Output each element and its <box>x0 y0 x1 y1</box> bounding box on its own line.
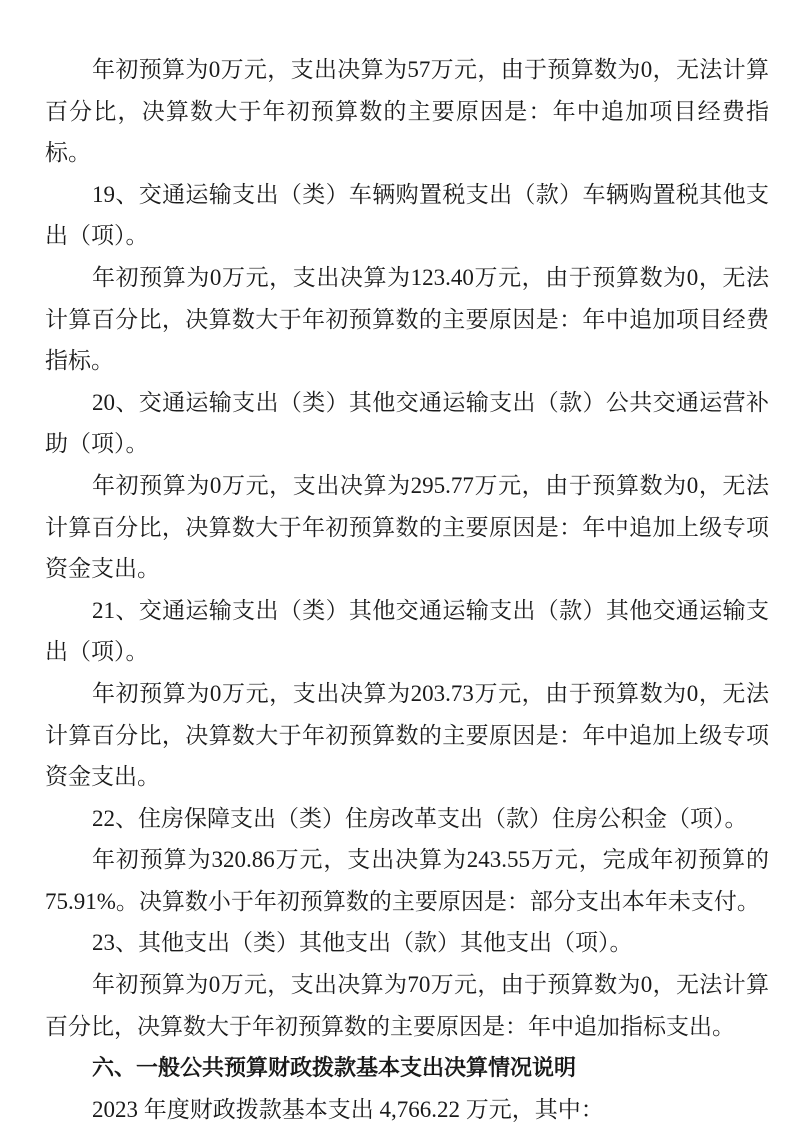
paragraph: 年初预算为0万元，支出决算为123.40万元，由于预算数为0，无法计算百分比，决算数大于年初预算数的主要原因是：年中追加项目经费指标。 <box>45 264 769 374</box>
paragraph: 20、交通运输支出（类）其他交通运输支出（款）公共交通运营补助（项）。 <box>45 389 769 457</box>
paragraph: 22、住房保障支出（类）住房改革支出（款）住房公积金（项）。 <box>92 805 748 831</box>
paragraph: 年初预算为320.86万元，支出决算为243.55万元，完成年初预算的75.91%。决算数小于年初预算数的主要原因是：部分支出本年未支付。 <box>45 847 769 914</box>
paragraph: 年初预算为0万元，支出决算为203.73万元，由于预算数为0，无法计算百分比，决算数大于年初预算数的主要原因是：年中追加上级专项资金支出。 <box>45 680 769 790</box>
paragraph: 年初预算为0万元，支出决算为70万元，由于预算数为0，无法计算百分比，决算数大于年初预算数的主要原因是：年中追加指标支出。 <box>45 972 769 1039</box>
paragraph: 21、交通运输支出（类）其他交通运输支出（款）其他交通运输支出（项）。 <box>45 597 769 665</box>
paragraph: 23、其他支出（类）其他支出（款）其他支出（项）。 <box>92 930 633 956</box>
section-heading: 六、一般公共预算财政拨款基本支出决算情况说明 <box>92 1055 577 1081</box>
paragraph: 年初预算为0万元，支出决算为57万元，由于预算数为0，无法计算百分比，决算数大于年初预算数的主要原因是：年中追加项目经费指标。 <box>45 57 769 166</box>
paragraph: 2023 年度财政拨款基本支出 4,766.22 万元，其中： <box>92 1096 604 1122</box>
paragraph: 19、交通运输支出（类）车辆购置税支出（款）车辆购置税其他支出（项）。 <box>45 181 769 249</box>
paragraph: 年初预算为0万元，支出决算为295.77万元，由于预算数为0，无法计算百分比，决算数大于年初预算数的主要原因是：年中追加上级专项资金支出。 <box>45 472 769 582</box>
